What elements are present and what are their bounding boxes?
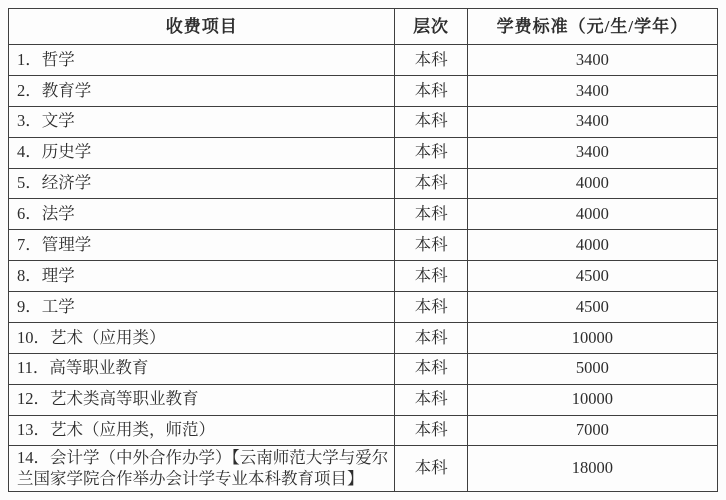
table-row [9, 75, 718, 106]
fee-item-cell: 6．法学 [9, 199, 395, 230]
level-cell: 本科 [395, 168, 467, 199]
tuition-fee-table [8, 8, 718, 492]
fee-value-cell: 4000 [467, 230, 717, 261]
table-row [9, 261, 718, 292]
table-row [9, 292, 718, 323]
fee-value-cell: 5000 [467, 353, 717, 384]
fee-item-cell: 8．理学 [9, 261, 395, 292]
fee-value-cell: 3400 [467, 106, 717, 137]
level-cell: 本科 [395, 292, 467, 323]
level-cell: 本科 [395, 353, 467, 384]
table-row [9, 199, 718, 230]
fee-value-cell: 10000 [467, 322, 717, 353]
table-row [9, 45, 718, 76]
column-header-fee-standard: 学费标准（元/生/学年） [467, 9, 717, 45]
level-cell: 本科 [395, 75, 467, 106]
fee-value-cell: 7000 [467, 415, 717, 446]
fee-item-cell: 11．高等职业教育 [9, 353, 395, 384]
fee-value-cell: 3400 [467, 137, 717, 168]
fee-item-cell: 13．艺术（应用类，师范） [9, 415, 395, 446]
fee-value-cell: 4000 [467, 199, 717, 230]
level-cell: 本科 [395, 199, 467, 230]
level-cell: 本科 [395, 384, 467, 415]
fee-item-cell: 5．经济学 [9, 168, 395, 199]
fee-value-cell: 10000 [467, 384, 717, 415]
fee-item-cell: 4．历史学 [9, 137, 395, 168]
fee-value-cell: 4500 [467, 292, 717, 323]
table-row [9, 384, 718, 415]
fee-item-cell: 7．管理学 [9, 230, 395, 261]
table-row [9, 106, 718, 137]
fee-item-cell: 10．艺术（应用类） [9, 322, 395, 353]
fee-item-cell: 12．艺术类高等职业教育 [9, 384, 395, 415]
level-cell: 本科 [395, 230, 467, 261]
fee-item-cell: 2．教育学 [9, 75, 395, 106]
level-cell: 本科 [395, 322, 467, 353]
table-row [9, 415, 718, 446]
level-cell: 本科 [395, 137, 467, 168]
table-row [9, 230, 718, 261]
table-body [9, 45, 718, 492]
table-header [9, 9, 718, 45]
fee-value-cell: 4500 [467, 261, 717, 292]
fee-value-cell: 3400 [467, 45, 717, 76]
fee-item-cell: 9．工学 [9, 292, 395, 323]
fee-item-cell: 3．文学 [9, 106, 395, 137]
column-header-level: 层次 [395, 9, 467, 45]
fee-value-cell: 3400 [467, 75, 717, 106]
fee-value-cell: 4000 [467, 168, 717, 199]
table-row [9, 168, 718, 199]
column-header-fee-item: 收费项目 [9, 9, 395, 45]
fee-value-cell: 18000 [467, 446, 717, 492]
level-cell: 本科 [395, 45, 467, 76]
level-cell: 本科 [395, 446, 467, 492]
fee-item-cell: 1．哲学 [9, 45, 395, 76]
table-row [9, 446, 718, 492]
table-row [9, 137, 718, 168]
table-row [9, 353, 718, 384]
header-row [9, 9, 718, 45]
fee-item-cell: 14．会计学（中外合作办学）【云南师范大学与爱尔兰国家学院合作举办会计学专业本科教育项目】 [9, 446, 395, 492]
level-cell: 本科 [395, 261, 467, 292]
table-row [9, 322, 718, 353]
level-cell: 本科 [395, 415, 467, 446]
level-cell: 本科 [395, 106, 467, 137]
